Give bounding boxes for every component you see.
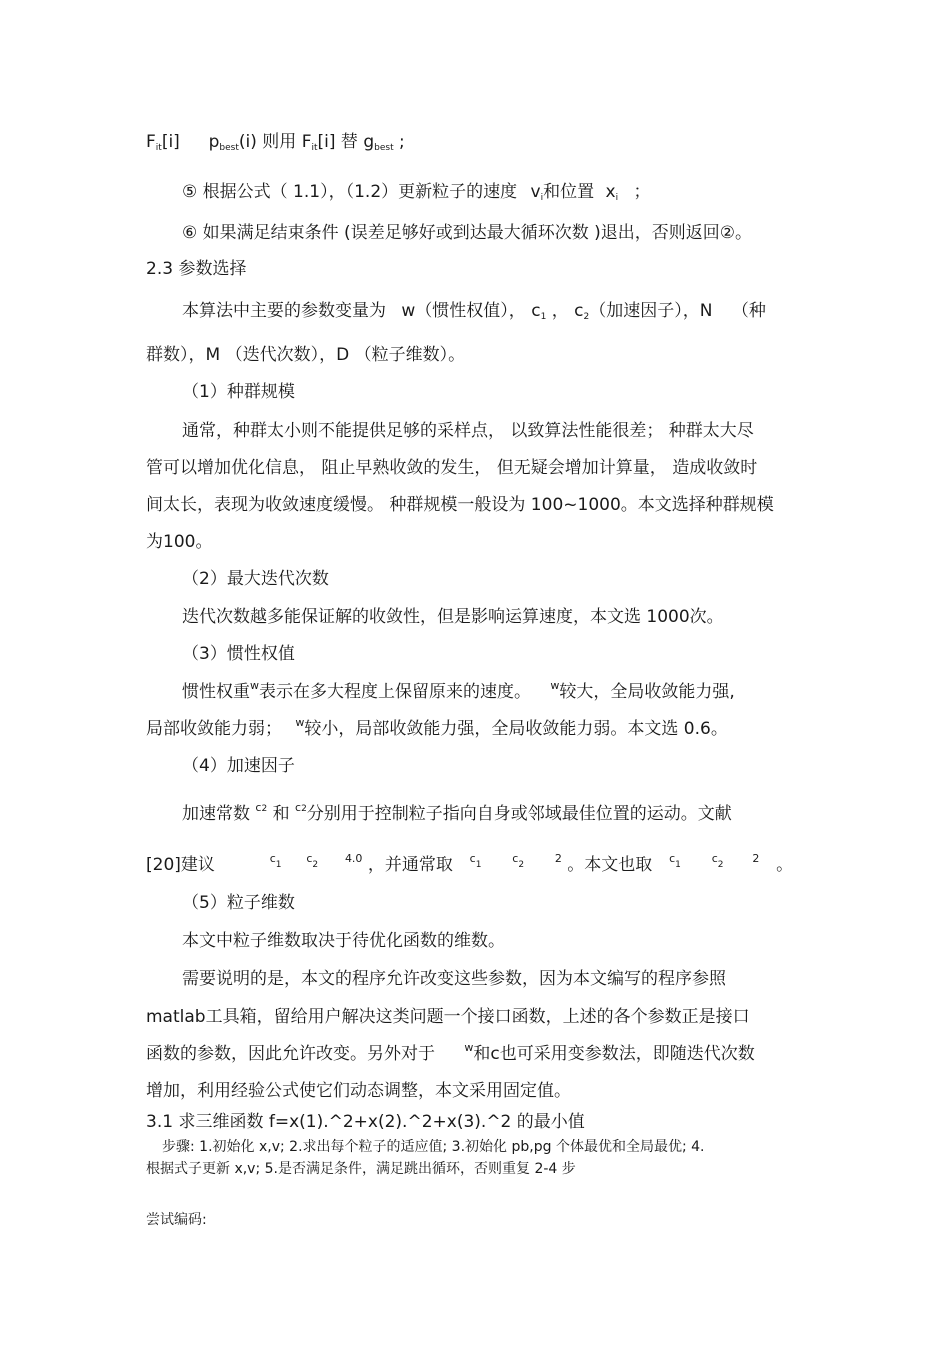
subscript: 1 (475, 860, 482, 870)
text: 和c也可采用变参数法，即随迭代次数 (473, 1044, 755, 1064)
value: 2 (752, 852, 760, 865)
text: （惯性权值）， (415, 301, 526, 321)
steps-line-2: 根据式子更新 x,v; 5.是否满足条件，满足跳出循环，否则重复 2-4 步 (146, 1161, 576, 1177)
symbol-c2: c (512, 852, 519, 865)
punct: ; (399, 132, 405, 152)
punct: ； (633, 182, 651, 202)
symbol-c2: c (711, 852, 718, 865)
symbol-v: v (530, 182, 541, 202)
symbol-c1: c (469, 852, 476, 865)
subscript: i (540, 193, 544, 203)
value: 2 (554, 852, 562, 865)
step-text: 如果满足结束条件 (误差足够好或到达最大循环次数 )退出，否则返回②。 (202, 223, 752, 243)
paragraph-line (146, 1042, 755, 1068)
text: 函数的参数，因此允许改变。另外对于 (146, 1044, 435, 1064)
punct: ， (551, 301, 569, 321)
subscript: i (615, 193, 619, 203)
symbol-w: w (550, 679, 560, 692)
step-number: ⑥ (182, 223, 198, 243)
intro-line-2: 群数），M （迭代次数），D （粒子维数）。 (146, 345, 466, 365)
index: (i) (238, 132, 257, 152)
text: 较小，局部收敛能力强，全局收敛能力弱。本文选 0.6。 (304, 719, 728, 739)
text: 分别用于控制粒子指向自身或邻域最佳位置的运动。文献 (306, 804, 732, 824)
symbol-f: F (146, 132, 156, 152)
section-number: 2.3 (146, 259, 174, 279)
step-text: 和位置 (543, 182, 595, 202)
paragraph-line: 本文中粒子维数取决于待优化函数的维数。 (182, 931, 505, 951)
section-heading-2-3 (146, 257, 246, 281)
paragraph-line: 为100。 (146, 532, 213, 552)
subscript: it (155, 143, 162, 153)
subheading-acceleration: （4）加速因子 (182, 756, 295, 776)
subscript: 1 (275, 860, 282, 870)
superscript: 2 (301, 804, 307, 814)
text: 则用 (262, 132, 297, 152)
paragraph-line (182, 802, 732, 829)
text: （加速因子）， (589, 301, 700, 321)
subheading-inertia: （3）惯性权值 (182, 644, 295, 664)
symbol-x: x (605, 182, 616, 202)
symbol-w: w (401, 301, 416, 321)
paragraph-line (182, 680, 735, 706)
symbol-c2: c (306, 852, 313, 865)
step-6 (182, 221, 752, 245)
index: [i] (161, 132, 180, 152)
text: 表示在多大程度上保留原来的速度。 (259, 682, 531, 702)
paragraph-line: 间太长，表现为收敛速度缓慢。 种群规模一般设为 100~1000。本文选择种群规模 (146, 495, 774, 515)
step-number: ⑤ (182, 182, 198, 202)
text: 。本文也取 (567, 855, 653, 875)
paragraph-line: 迭代次数越多能保证解的收敛性，但是影响运算速度，本文选 1000次。 (182, 607, 724, 627)
symbol-n: N (699, 301, 713, 321)
steps-line-1: 步骤: 1.初始化 x,v; 2.求出每个粒子的适应值; 3.初始化 pb,pg 个体最优和全局最优; 4. (162, 1139, 705, 1155)
subscript: 2 (312, 860, 319, 870)
paragraph-line (146, 717, 728, 743)
subscript: it (311, 143, 318, 153)
symbol-f: F (301, 132, 312, 152)
symbol-g: g (363, 132, 375, 152)
text: 和 (272, 804, 290, 824)
text: 惯性权重 (182, 682, 250, 702)
text: [20]建议 (146, 855, 215, 875)
step-5 (182, 180, 651, 210)
paragraph-line: 需要说明的是，本文的程序允许改变这些参数，因为本文编写的程序参照 (182, 969, 726, 989)
symbol-w: w (295, 716, 305, 729)
text: ，并通常取 (367, 855, 453, 875)
subscript: 2 (583, 312, 590, 322)
symbol-c: c (295, 801, 302, 814)
subscript: best (219, 143, 239, 153)
subscript: best (374, 143, 394, 153)
text: 局部收敛能力弱； (146, 719, 282, 739)
superscript: 2 (261, 804, 268, 814)
value: 4.0 (344, 852, 363, 865)
subheading-dimension: （5）粒子维数 (182, 893, 295, 913)
paragraph-line-equations (146, 853, 793, 883)
symbol-c1: c (269, 852, 276, 865)
text: （种 (731, 301, 766, 321)
symbol-w: w (464, 1041, 474, 1054)
fit-update-line (146, 130, 405, 160)
section-heading-3-1: 3.1 求三维函数 f=x(1).^2+x(2).^2+x(3).^2 的最小值 (146, 1112, 585, 1132)
index: [i] (317, 132, 336, 152)
paragraph-line: 管可以增加优化信息， 阻止早熟收敛的发生， 但无疑会增加计算量， 造成收敛时 (146, 458, 758, 478)
text: 本算法中主要的参数变量为 (182, 301, 386, 321)
subscript: 1 (675, 860, 681, 870)
punct: 。 (776, 855, 794, 875)
text: 加速常数 (182, 804, 250, 824)
subscript: 2 (717, 860, 724, 870)
text: 替 (340, 132, 358, 152)
text: 较大，全局收敛能力强, (559, 682, 735, 702)
symbol-c2: c (574, 301, 584, 321)
paragraph-line: 增加，利用经验公式使它们动态调整，本文采用固定值。 (146, 1081, 571, 1101)
symbol-p: p (208, 132, 220, 152)
section-title: 参数选择 (178, 259, 247, 279)
subheading-population: （1）种群规模 (182, 382, 295, 402)
symbol-c1: c (531, 301, 541, 321)
intro-line-1 (182, 299, 766, 329)
code-label: 尝试编码: (146, 1212, 207, 1228)
symbol-c: c (255, 801, 262, 814)
symbol-w: w (250, 679, 259, 692)
symbol-c1: c (669, 852, 676, 865)
subscript: 1 (540, 312, 547, 322)
paragraph-line: 通常，种群太小则不能提供足够的采样点， 以致算法性能很差； 种群太大尽 (182, 421, 754, 441)
step-text: 根据公式（ 1.1），（1.2）更新粒子的速度 (202, 182, 518, 202)
paragraph-line: matlab工具箱，留给用户解决这类问题一个接口函数，上述的各个参数正是接口 (146, 1007, 750, 1027)
subscript: 2 (518, 860, 525, 870)
subheading-iterations: （2）最大迭代次数 (182, 569, 329, 589)
